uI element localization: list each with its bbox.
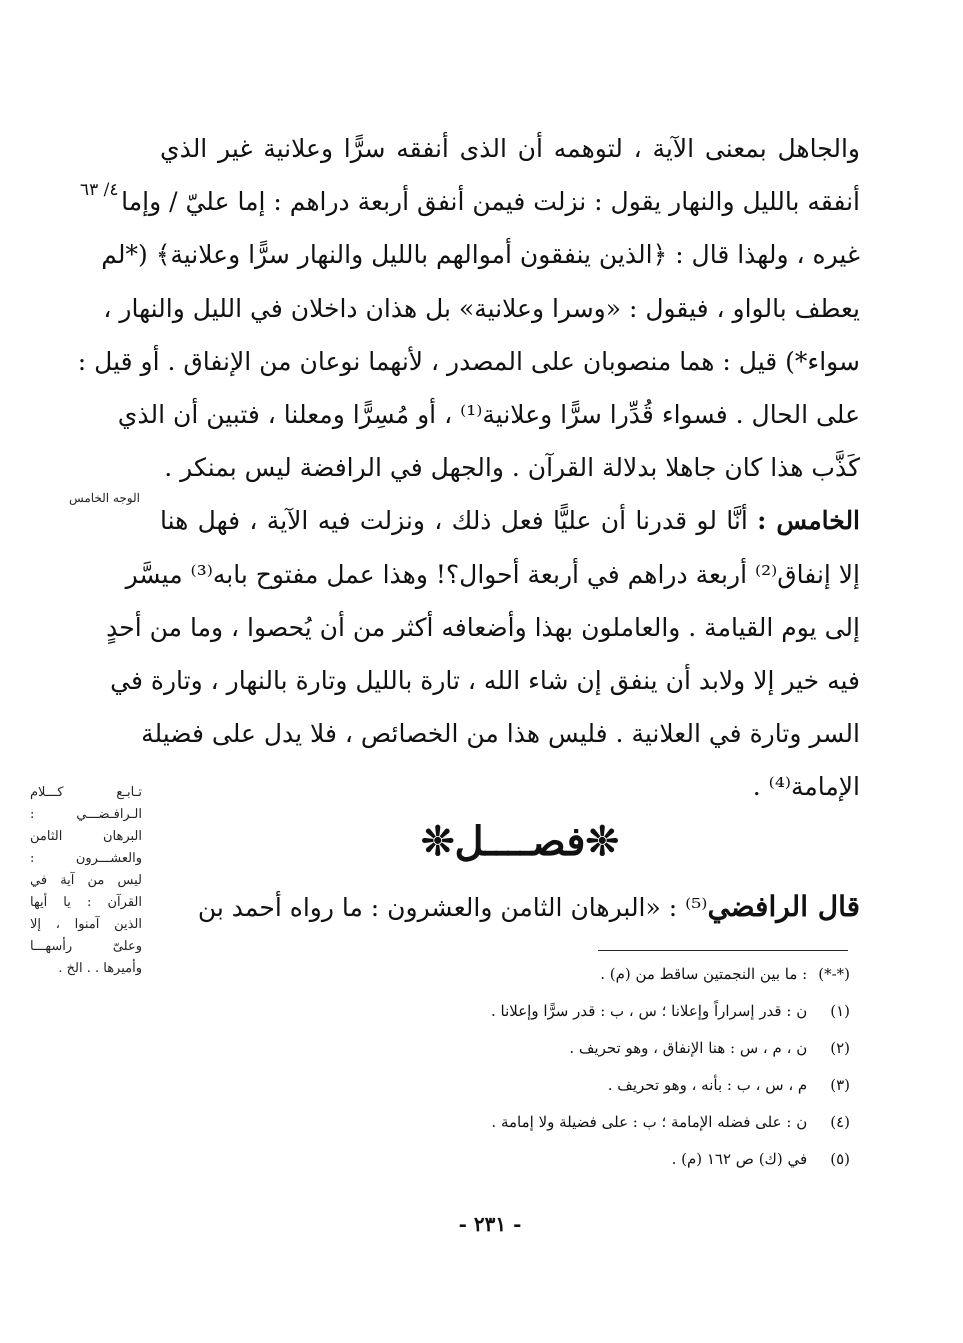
margin-label-fifth: الوجه الخامس [69,491,140,505]
main-text-line-1: والجاهل بمعنى الآية ، لتوهمه أن الذى أنفقه سرًّا وعلانية غير الذي [160,134,860,163]
margin-note-line: وعلىّ رأسهـــا [30,939,142,954]
quote-text: : «البرهان الثامن والعشرون : ما رواه أحمد بن [197,893,686,922]
main-text-line-5: سواء*) قيل : هما منصوبان على المصدر ، لأنهما نوعان من الإنفاق . أو قيل : [77,346,860,376]
main-text-line-3: غيره ، ولهذا قال : ﴿الذين ينفقون أموالهم بالليل والنهار سرًّا وعلانية﴾ (*لم [101,240,860,270]
margin-note-line: ليس من آية في [30,873,142,888]
main-text-line-6: على الحال . فسواء قُدِّرا سرًّا وعلانية⁽¹⁾ ، أو مُسِرًّا ومعلنا ، فتبين أن الذي [117,399,860,429]
fifth-paragraph-line-6: الإمامة⁽⁴⁾ . [752,772,860,802]
rafidi-quote-line [160,880,860,934]
footnote-number: (*-*) [818,965,850,983]
footnote-divider [598,950,848,951]
footnote-item [380,993,850,1030]
fifth-line-1-text: أنَّا لو قدرنا أن عليًّا فعل ذلك ، ونزلت فيه الآية ، فهل هنا [160,506,758,536]
page-number: - ٢٣١ - [458,1212,522,1236]
footnote-number: (٣) [830,1076,850,1094]
footnote-item [380,1141,850,1178]
footnote-item [380,1067,850,1104]
speaker-footnote-marker: ⁽⁵⁾ [685,893,708,922]
main-text-line-2: أنفقه بالليل والنهار يقول : نزلت فيمن أنفق أربعة دراهم : إما عليّ / وإما [121,187,860,217]
footnote-text: ن : على فضله الإمامة ؛ ب : على فضيلة ولا إمامة . [491,1113,808,1131]
margin-note-line: الـرافـضـــي : [30,807,142,822]
fifth-paragraph-line-2: إلا إنفاق⁽²⁾ أربعة دراهم في أربعة أحوال؟! وهذا عمل مفتوح بابه⁽³⁾ ميسَّر [125,559,860,589]
fifth-paragraph-line-4: فيه خير إلا ولابد أن ينفق إن شاء الله ، تارة بالليل وتارة بالنهار ، وتارة في [110,665,860,695]
footnote-number: (٢) [830,1039,850,1057]
footnote-number: (١) [830,1002,850,1020]
footnote-text: : ما بين النجمتين ساقط من (م) . [600,965,812,983]
main-text-line-7: كَذَّب هذا كان جاهلا بدلالة القرآن . والجهل في الرافضة ليس بمنكر . [164,453,860,483]
footnote-number: (٤) [830,1113,850,1131]
section-heading: ❊فصــــل❊ [420,818,619,865]
footnote-number: (٥) [830,1150,850,1168]
speaker-label: قال الرافضي [707,890,860,923]
fifth-paragraph-line-5: السر وتارة في العلانية . فليس هذا من الخصائص ، فلا يدل على فضيلة [141,719,860,749]
fifth-lead-word: الخامس : [757,506,861,536]
margin-note-line: وأميرها . . الخ . [58,961,142,976]
margin-note-line: الذين آمنوا ، إلا [30,917,142,932]
margin-note-line: البرهان الثامن [30,829,142,844]
margin-note-line: والعشـــرون : [30,851,142,866]
margin-page-reference: ٤/ ٦٣ [80,180,119,200]
footnote-text: ن : قدر إسراراً وإعلانا ؛ س ، ب : قدر سرًّا وإعلانا . [491,1002,808,1020]
fifth-paragraph-line-1 [160,494,860,547]
footnote-item [380,1104,850,1141]
footnotes-block [380,956,850,1178]
main-text-line-4: يعطف بالواو ، فيقول : «وسرا وعلانية» بل هذان داخلان في الليل والنهار ، [103,293,860,323]
footnote-text: م ، س ، ب : بأنه ، وهو تحريف . [607,1076,808,1094]
margin-note-line: القرآن : يا أيها [30,895,142,910]
footnote-text: في (ك) ص ١٦٢ (م) . [671,1150,808,1168]
margin-continuation-note [30,782,142,980]
margin-note-line: تـابـع كـــلام [30,785,142,800]
fifth-paragraph-line-3: إلى يوم القيامة . والعاملون بهذا وأضعافه أكثر من أن يُحصوا ، وما من أحدٍ [106,612,860,642]
footnote-item [380,956,850,993]
footnote-item [380,1030,850,1067]
footnote-text: ن ، م ، س : هنا الإنفاق ، وهو تحريف . [569,1039,808,1057]
